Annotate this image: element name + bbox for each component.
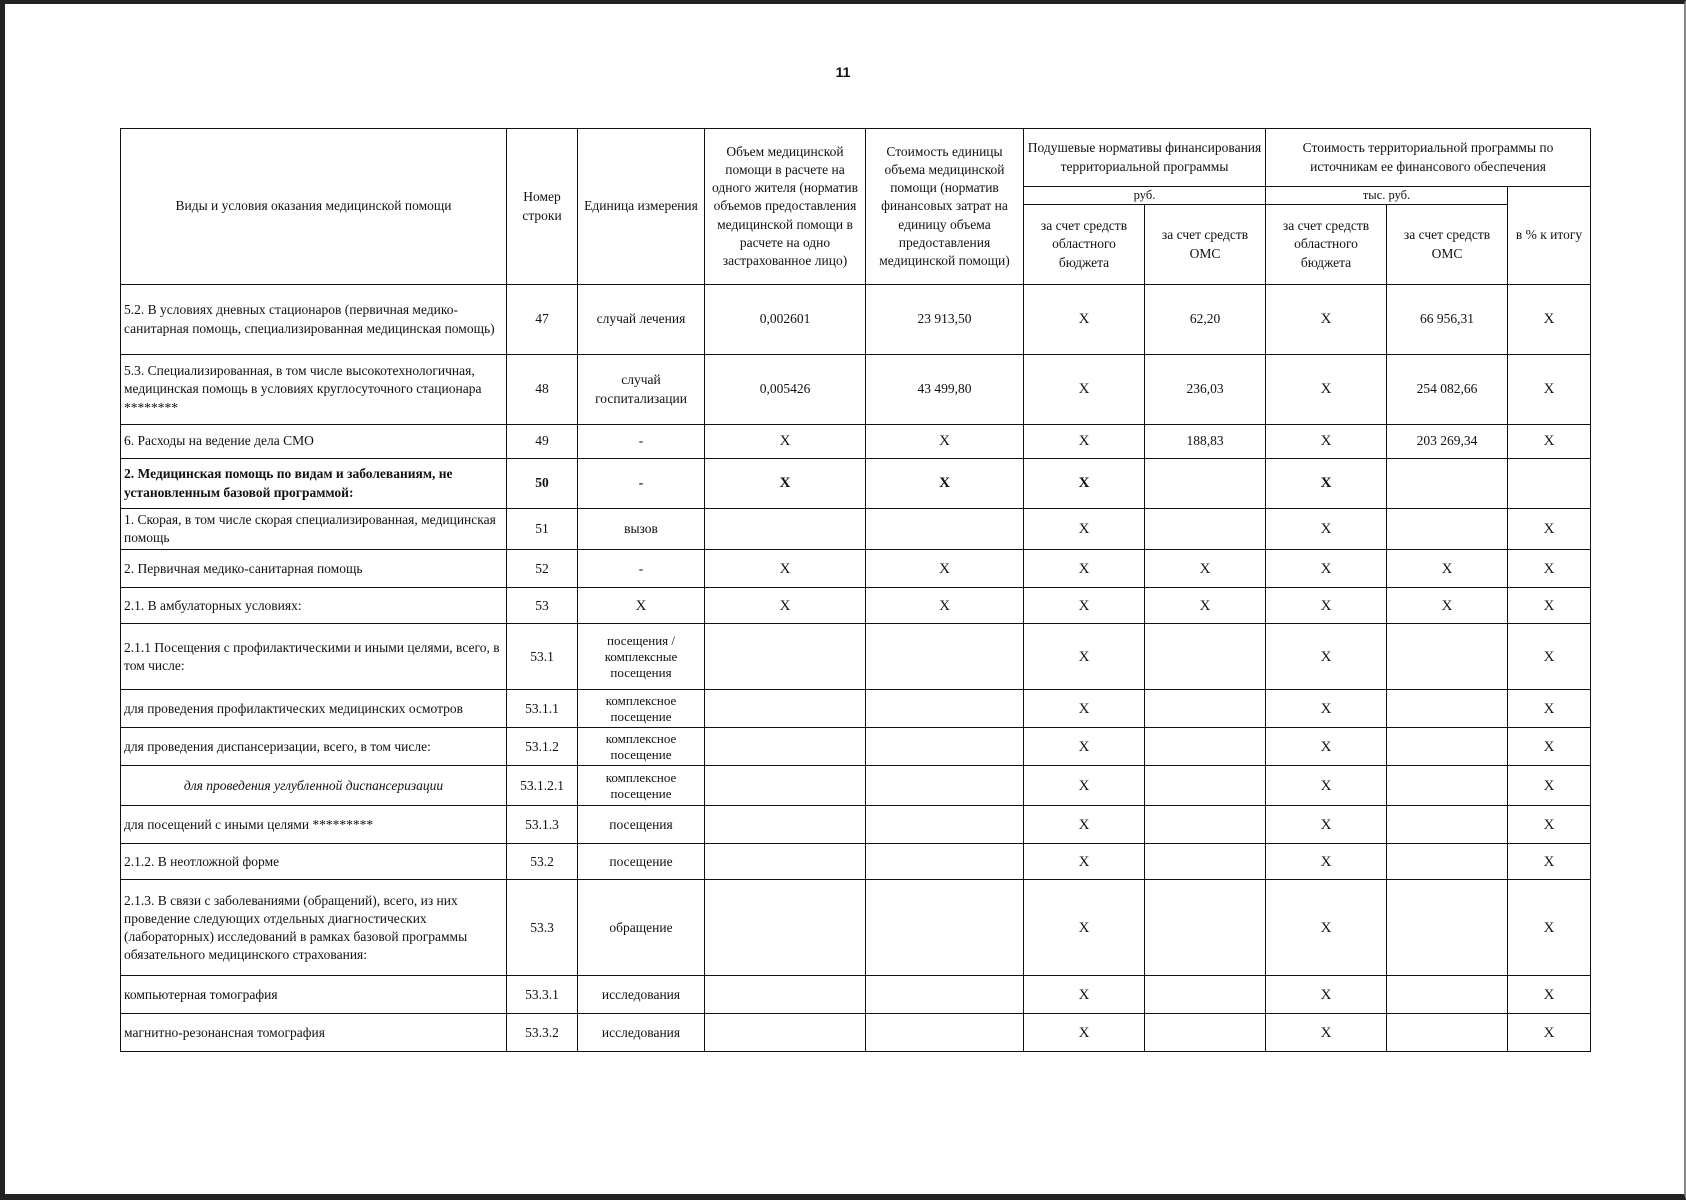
row-pc-budget: X <box>1024 690 1145 728</box>
header-type: Виды и условия оказания медицинской помощи <box>121 129 507 285</box>
row-volume <box>705 766 866 806</box>
row-number: 53.3.2 <box>507 1014 578 1052</box>
row-pc-budget: X <box>1024 509 1145 550</box>
table-body <box>121 285 1591 1052</box>
header-cost: Стоимость единицы объема медицинской помощи (норматив финансовых затрат на единицу объема предоставления медицинской помощи) <box>866 129 1024 285</box>
row-name: для посещений с иными целями ********* <box>121 806 507 844</box>
header-pc-budget: за счет средств областного бюджета <box>1024 205 1145 285</box>
row-volume <box>705 976 866 1014</box>
row-percent: X <box>1508 624 1591 690</box>
row-percent: X <box>1508 976 1591 1014</box>
row-tp-oms <box>1387 880 1508 976</box>
row-pc-oms <box>1145 1014 1266 1052</box>
row-pc-oms: 236,03 <box>1145 355 1266 425</box>
row-cost <box>866 1014 1024 1052</box>
header-per-capita-group: Подушевые нормативы финансирования территориальной программы <box>1024 129 1266 187</box>
row-tp-oms <box>1387 844 1508 880</box>
row-unit: случай лечения <box>578 285 705 355</box>
row-unit: исследования <box>578 1014 705 1052</box>
row-unit: вызов <box>578 509 705 550</box>
row-percent: X <box>1508 844 1591 880</box>
row-cost: X <box>866 550 1024 588</box>
row-cost: X <box>866 588 1024 624</box>
row-unit: - <box>578 459 705 509</box>
row-name: 2.1.1 Посещения с профилактическими и иными целями, всего, в том числе: <box>121 624 507 690</box>
row-name: 1. Скорая, в том числе скорая специализированная, медицинская помощь <box>121 509 507 550</box>
row-number: 53.3 <box>507 880 578 976</box>
header-percent: в % к итогу <box>1508 187 1591 285</box>
header-row-number: Номер строки <box>507 129 578 285</box>
row-tp-budget: X <box>1266 728 1387 766</box>
header-unit-rub: руб. <box>1024 187 1266 205</box>
row-percent: X <box>1508 355 1591 425</box>
row-cost <box>866 806 1024 844</box>
row-tp-budget: X <box>1266 624 1387 690</box>
table-row <box>121 1014 1591 1052</box>
row-percent: X <box>1508 285 1591 355</box>
row-number: 53.1.2 <box>507 728 578 766</box>
row-pc-budget: X <box>1024 425 1145 459</box>
row-name: для проведения профилактических медицинских осмотров <box>121 690 507 728</box>
row-name: магнитно-резонансная томография <box>121 1014 507 1052</box>
row-cost: 43 499,80 <box>866 355 1024 425</box>
row-pc-oms <box>1145 880 1266 976</box>
row-pc-oms: 188,83 <box>1145 425 1266 459</box>
row-name: 5.2. В условиях дневных стационаров (первичная медико-санитарная помощь, специализированная медицинская помощь) <box>121 285 507 355</box>
row-number: 53.2 <box>507 844 578 880</box>
row-unit: комплексное посещение <box>578 690 705 728</box>
row-tp-oms: 203 269,34 <box>1387 425 1508 459</box>
row-number: 53.1.1 <box>507 690 578 728</box>
row-cost <box>866 624 1024 690</box>
row-pc-budget: X <box>1024 550 1145 588</box>
row-number: 53 <box>507 588 578 624</box>
table-row <box>121 425 1591 459</box>
row-tp-budget: X <box>1266 588 1387 624</box>
row-volume: 0,005426 <box>705 355 866 425</box>
header-pc-oms: за счет средств ОМС <box>1145 205 1266 285</box>
row-unit: - <box>578 425 705 459</box>
row-unit: посещение <box>578 844 705 880</box>
row-pc-oms <box>1145 806 1266 844</box>
page-number: 11 <box>835 64 851 80</box>
row-pc-oms <box>1145 844 1266 880</box>
row-tp-oms: 254 082,66 <box>1387 355 1508 425</box>
row-number: 51 <box>507 509 578 550</box>
table-row <box>121 509 1591 550</box>
row-volume: X <box>705 588 866 624</box>
row-pc-oms <box>1145 766 1266 806</box>
row-tp-budget: X <box>1266 690 1387 728</box>
row-cost <box>866 509 1024 550</box>
row-unit: комплексное посещение <box>578 766 705 806</box>
row-tp-oms <box>1387 766 1508 806</box>
row-name: для проведения диспансеризации, всего, в том числе: <box>121 728 507 766</box>
row-pc-budget: X <box>1024 844 1145 880</box>
row-tp-oms <box>1387 624 1508 690</box>
row-pc-oms <box>1145 459 1266 509</box>
row-volume <box>705 509 866 550</box>
row-tp-budget: X <box>1266 1014 1387 1052</box>
row-tp-oms <box>1387 459 1508 509</box>
row-tp-budget: X <box>1266 425 1387 459</box>
row-unit: исследования <box>578 976 705 1014</box>
row-percent: X <box>1508 588 1591 624</box>
row-tp-budget: X <box>1266 355 1387 425</box>
header-tp-oms: за счет средств ОМС <box>1387 205 1508 285</box>
table-row <box>121 806 1591 844</box>
row-cost: X <box>866 425 1024 459</box>
row-pc-oms: X <box>1145 550 1266 588</box>
row-name: 2.1.3. В связи с заболеваниями (обращений), всего, из них проведение следующих отдельных диагностических (лабораторных) исследований в рамках базовой программы обязательного медицинского страхования: <box>121 880 507 976</box>
row-tp-oms <box>1387 806 1508 844</box>
row-pc-budget: X <box>1024 880 1145 976</box>
row-tp-budget: X <box>1266 806 1387 844</box>
row-percent: X <box>1508 728 1591 766</box>
header-unit: Единица измерения <box>578 129 705 285</box>
row-name: компьютерная томография <box>121 976 507 1014</box>
row-percent: X <box>1508 690 1591 728</box>
row-volume <box>705 728 866 766</box>
row-unit: X <box>578 588 705 624</box>
row-cost <box>866 880 1024 976</box>
row-unit: - <box>578 550 705 588</box>
row-percent: X <box>1508 766 1591 806</box>
row-pc-budget: X <box>1024 728 1145 766</box>
row-tp-budget: X <box>1266 509 1387 550</box>
row-number: 47 <box>507 285 578 355</box>
row-percent: X <box>1508 550 1591 588</box>
row-cost <box>866 690 1024 728</box>
row-volume <box>705 624 866 690</box>
row-pc-oms: 62,20 <box>1145 285 1266 355</box>
row-name: 5.3. Специализированная, в том числе высокотехнологичная, медицинская помощь в условиях круглосуточного стационара ******** <box>121 355 507 425</box>
row-number: 53.3.1 <box>507 976 578 1014</box>
row-volume: X <box>705 425 866 459</box>
row-tp-budget: X <box>1266 976 1387 1014</box>
row-pc-oms <box>1145 976 1266 1014</box>
row-tp-budget: X <box>1266 550 1387 588</box>
table-row <box>121 355 1591 425</box>
row-volume <box>705 1014 866 1052</box>
row-pc-oms <box>1145 728 1266 766</box>
row-tp-budget: X <box>1266 844 1387 880</box>
row-tp-oms <box>1387 728 1508 766</box>
row-tp-oms <box>1387 690 1508 728</box>
row-tp-budget: X <box>1266 880 1387 976</box>
row-tp-oms: 66 956,31 <box>1387 285 1508 355</box>
row-number: 53.1 <box>507 624 578 690</box>
row-unit: обращение <box>578 880 705 976</box>
row-pc-budget: X <box>1024 1014 1145 1052</box>
row-unit: посещения <box>578 806 705 844</box>
header-unit-thousand-rub: тыс. руб. <box>1266 187 1508 205</box>
row-name: 2. Медицинская помощь по видам и заболеваниям, не установленным базовой программой: <box>121 459 507 509</box>
row-tp-budget: X <box>1266 766 1387 806</box>
row-number: 49 <box>507 425 578 459</box>
table-row <box>121 976 1591 1014</box>
row-pc-oms: X <box>1145 588 1266 624</box>
table-row <box>121 728 1591 766</box>
row-pc-budget: X <box>1024 976 1145 1014</box>
financing-table <box>120 128 1591 1052</box>
row-percent: X <box>1508 880 1591 976</box>
row-pc-oms <box>1145 509 1266 550</box>
table-row <box>121 588 1591 624</box>
row-tp-budget: X <box>1266 285 1387 355</box>
table-row <box>121 459 1591 509</box>
row-cost: 23 913,50 <box>866 285 1024 355</box>
row-pc-budget: X <box>1024 766 1145 806</box>
row-number: 48 <box>507 355 578 425</box>
row-cost <box>866 976 1024 1014</box>
row-volume <box>705 690 866 728</box>
row-name: 2. Первичная медико-санитарная помощь <box>121 550 507 588</box>
row-pc-oms <box>1145 624 1266 690</box>
row-volume: X <box>705 550 866 588</box>
row-volume <box>705 806 866 844</box>
row-tp-oms <box>1387 509 1508 550</box>
row-name: 2.1. В амбулаторных условиях: <box>121 588 507 624</box>
row-name: 2.1.2. В неотложной форме <box>121 844 507 880</box>
row-tp-oms: X <box>1387 550 1508 588</box>
row-unit: посещения / комплексные посещения <box>578 624 705 690</box>
table-row <box>121 766 1591 806</box>
table-row <box>121 690 1591 728</box>
row-percent: X <box>1508 806 1591 844</box>
table-row <box>121 624 1591 690</box>
header-program-cost-group: Стоимость территориальной программы по источникам ее финансового обеспечения <box>1266 129 1591 187</box>
row-number: 52 <box>507 550 578 588</box>
row-name: 6. Расходы на ведение дела СМО <box>121 425 507 459</box>
table-row <box>121 844 1591 880</box>
row-cost <box>866 766 1024 806</box>
row-number: 53.1.3 <box>507 806 578 844</box>
row-cost: X <box>866 459 1024 509</box>
table-row <box>121 550 1591 588</box>
row-percent: X <box>1508 509 1591 550</box>
table-row <box>121 880 1591 976</box>
row-pc-budget: X <box>1024 624 1145 690</box>
row-cost <box>866 844 1024 880</box>
row-unit: комплексное посещение <box>578 728 705 766</box>
row-percent: X <box>1508 1014 1591 1052</box>
row-percent: X <box>1508 425 1591 459</box>
header-tp-budget: за счет средств областного бюджета <box>1266 205 1387 285</box>
row-unit: случай госпитализации <box>578 355 705 425</box>
row-pc-oms <box>1145 690 1266 728</box>
table-row <box>121 285 1591 355</box>
row-tp-oms <box>1387 1014 1508 1052</box>
header-volume: Объем медицинской помощи в расчете на одного жителя (норматив объемов предоставления медицинской помощи в расчете на одно застрахованное лицо) <box>705 129 866 285</box>
row-volume <box>705 880 866 976</box>
row-number: 50 <box>507 459 578 509</box>
row-percent <box>1508 459 1591 509</box>
row-name: для проведения углубленной диспансеризации <box>121 766 507 806</box>
row-pc-budget: X <box>1024 459 1145 509</box>
row-tp-budget: X <box>1266 459 1387 509</box>
row-volume: X <box>705 459 866 509</box>
row-pc-budget: X <box>1024 588 1145 624</box>
row-volume <box>705 844 866 880</box>
row-number: 53.1.2.1 <box>507 766 578 806</box>
row-cost <box>866 728 1024 766</box>
row-pc-budget: X <box>1024 355 1145 425</box>
row-pc-budget: X <box>1024 806 1145 844</box>
row-volume: 0,002601 <box>705 285 866 355</box>
row-tp-oms <box>1387 976 1508 1014</box>
row-pc-budget: X <box>1024 285 1145 355</box>
row-tp-oms: X <box>1387 588 1508 624</box>
